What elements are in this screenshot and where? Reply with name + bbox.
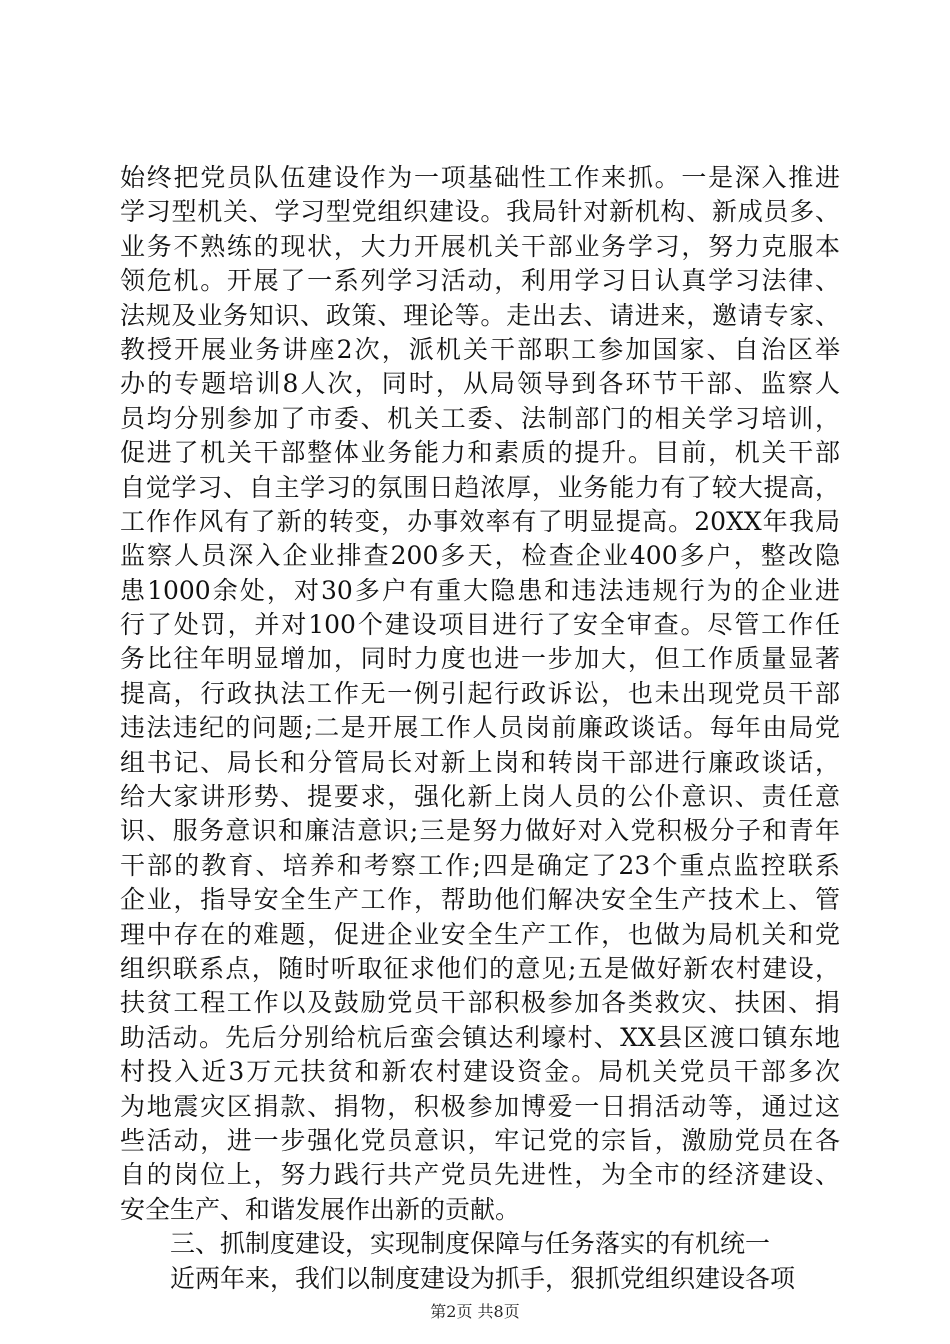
text-line-31: 安全生产、和谐发展作出新的贡献。 [120,1194,521,1224]
text-line-28: 为地震灾区捐款、捐物，积极参加博爱一日捐活动等，通过这 [120,1091,840,1121]
text-line-27: 村投入近3万元扶贫和新农村建设资金。局机关党员干部多次 [120,1057,840,1087]
text-line-16: 提高，行政执法工作无一例引起行政诉讼，也未出现党员干部 [120,678,840,708]
text-line-22: 企业，指导安全生产工作，帮助他们解决安全生产技术上、管 [120,885,840,915]
text-line-1: 始终把党员队伍建设作为一项基础性工作来抓。一是深入推进 [120,163,840,192]
text-line-26: 助活动。先后分别给杭后蛮会镇达利壕村、XX县区渡口镇东地 [120,1022,840,1052]
text-line-6: 教授开展业务讲座2次，派机关干部职工参加国家、自治区举 [120,334,840,364]
text-line-24: 组织联系点，随时听取征求他们的意见;五是做好新农村建设， [120,953,840,983]
text-line-33: 近两年来，我们以制度建设为抓手，狠抓党组织建设各项 [170,1263,796,1293]
text-line-4: 领危机。开展了一系列学习活动，利用学习日认真学习法律、 [120,266,840,296]
text-line-21: 干部的教育、培养和考察工作;四是确定了23个重点监控联系 [120,850,840,880]
text-line-12: 监察人员深入企业排查200多天，检查企业400多户，整改隐 [120,541,840,571]
body-text [120,161,840,1296]
text-line-23: 理中存在的难题，促进企业安全生产工作，也做为局机关和党 [120,919,840,949]
text-line-2: 学习型机关、学习型党组织建设。我局针对新机构、新成员多、 [120,197,840,227]
text-line-3: 业务不熟练的现状，大力开展机关干部业务学习，努力克服本 [120,231,840,261]
text-line-15: 务比往年明显增加，同时力度也进一步加大，但工作质量显著 [120,644,840,674]
text-line-19: 给大家讲形势、提要求，强化新上岗人员的公仆意识、责任意 [120,782,840,812]
text-line-18: 组书记、局长和分管局长对新上岗和转岗干部进行廉政谈话， [120,747,840,777]
text-line-13: 患1000余处，对30多户有重大隐患和违法违规行为的企业进 [120,575,840,605]
text-line-25: 扶贫工程工作以及鼓励党员干部积极参加各类救灾、扶困、捐 [120,988,840,1018]
text-line-14: 行了处罚，并对100个建设项目进行了安全审查。尽管工作任 [120,610,840,640]
text-line-5: 法规及业务知识、政策、理论等。走出去、请进来，邀请专家、 [120,300,840,330]
text-line-17: 违法违纪的问题;二是开展工作人员岗前廉政谈话。每年由局党 [120,713,840,743]
text-line-7: 办的专题培训8人次，同时，从局领导到各环节干部、监察人 [120,369,840,399]
text-line-20: 识、服务意识和廉洁意识;三是努力做好对入党积极分子和青年 [120,816,840,846]
text-line-8: 员均分别参加了市委、机关工委、法制部门的相关学习培训， [120,403,840,433]
text-line-9: 促进了机关干部整体业务能力和素质的提升。目前，机关干部 [120,438,840,468]
text-line-10: 自觉学习、自主学习的氛围日趋浓厚，业务能力有了较大提高， [120,472,840,502]
text-line-29: 些活动，进一步强化党员意识，牢记党的宗旨，激励党员在各 [120,1125,840,1155]
text-line-30: 自的岗位上，努力践行共产党员先进性，为全市的经济建设、 [120,1160,840,1190]
page-footer: 第2页 共8页 [430,1302,520,1321]
section-heading: 三、抓制度建设，实现制度保障与任务落实的有机统一 [170,1229,771,1259]
text-line-11: 工作作风有了新的转变，办事效率有了明显提高。20XX年我局 [120,506,840,536]
